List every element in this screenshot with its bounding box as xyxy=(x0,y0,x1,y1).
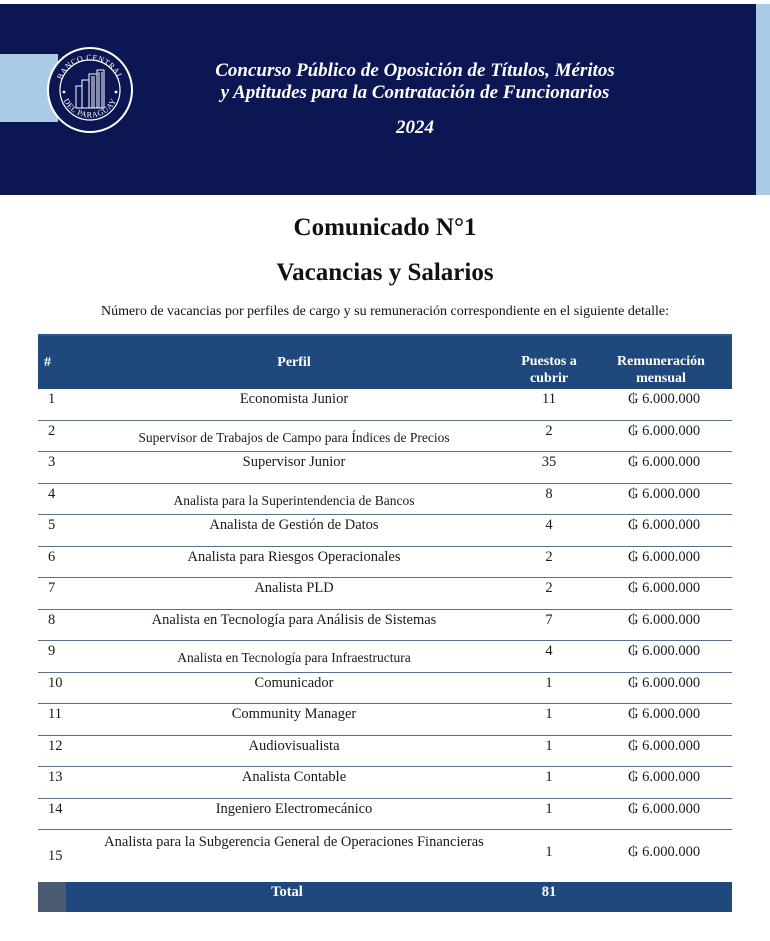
column-header-puestos xyxy=(508,336,590,389)
row-remuneracion: ₲ 6.000.000 xyxy=(628,844,701,860)
table-row xyxy=(38,452,732,484)
contest-title xyxy=(150,60,680,104)
row-puestos: 4 xyxy=(545,643,553,659)
table-row xyxy=(38,610,732,642)
total-remuneracion xyxy=(590,882,732,912)
row-puestos: 2 xyxy=(545,548,553,565)
row-perfil: Analista Contable xyxy=(241,769,347,785)
table-row xyxy=(38,767,732,799)
table-row xyxy=(38,515,732,547)
row-remuneracion: ₲ 6.000.000 xyxy=(628,422,701,439)
row-perfil: Comunicador xyxy=(254,674,334,691)
row-remuneracion: ₲ 6.000.000 xyxy=(628,737,701,754)
row-puestos: 1 xyxy=(545,674,553,691)
table-row xyxy=(38,389,732,421)
row-perfil: Community Manager xyxy=(231,706,357,722)
row-num: 15 xyxy=(48,848,63,864)
row-remuneracion: ₲ 6.000.000 xyxy=(628,517,701,533)
table-row xyxy=(38,547,732,579)
table-row xyxy=(38,673,732,705)
row-perfil: Analista para la Subgerencia General de Operaciones Financieras xyxy=(104,834,484,850)
total-spacer xyxy=(38,882,66,912)
row-num: 2 xyxy=(48,422,56,439)
column-header-puestos-line2: cubrir xyxy=(529,371,569,386)
row-num: 12 xyxy=(48,737,63,754)
column-header-num: # xyxy=(44,355,51,370)
row-num: 1 xyxy=(48,391,56,407)
column-header-rem-line2: mensual xyxy=(636,371,686,386)
table-row xyxy=(38,704,732,736)
contest-year: 2024 xyxy=(396,117,434,138)
row-remuneracion: ₲ 6.000.000 xyxy=(628,611,701,628)
row-remuneracion: ₲ 6.000.000 xyxy=(628,391,701,407)
document-title: Comunicado N°1 xyxy=(293,214,477,241)
column-header-remuneracion xyxy=(590,336,732,389)
row-remuneracion: ₲ 6.000.000 xyxy=(628,454,701,470)
row-perfil: Analista para la Superintendencia de Bancos xyxy=(173,492,415,508)
row-num: 9 xyxy=(48,643,56,659)
row-remuneracion: ₲ 6.000.000 xyxy=(628,706,701,722)
row-puestos: 35 xyxy=(541,454,557,470)
row-remuneracion: ₲ 6.000.000 xyxy=(628,580,701,596)
contest-title-line1: Concurso Público de Oposición de Títulos, Méritos xyxy=(215,60,615,81)
table-total-row xyxy=(38,882,732,912)
row-num: 13 xyxy=(48,769,63,785)
column-header-perfil: Perfil xyxy=(277,355,311,370)
row-remuneracion: ₲ 6.000.000 xyxy=(628,643,701,659)
row-puestos: 7 xyxy=(545,611,553,628)
column-header-puestos-line1: Puestos a xyxy=(521,354,577,369)
table-row xyxy=(38,484,732,516)
row-puestos: 2 xyxy=(545,422,553,439)
table-row xyxy=(38,736,732,768)
row-perfil: Ingeniero Electromecánico xyxy=(215,800,373,817)
intro-text: Número de vacancias por perfiles de cargo y su remuneración correspondiente en el siguiente detalle: xyxy=(100,304,670,319)
column-header-rem-line1: Remuneración xyxy=(617,354,705,369)
row-perfil: Audiovisualista xyxy=(248,737,340,754)
row-num: 8 xyxy=(48,611,56,628)
table-row xyxy=(38,830,732,882)
row-num: 11 xyxy=(48,706,62,722)
table-row xyxy=(38,799,732,831)
row-perfil: Analista PLD xyxy=(254,580,334,596)
svg-text:DEL PARAGUAY: DEL PARAGUAY xyxy=(61,96,119,120)
row-perfil: Analista para Riesgos Operacionales xyxy=(187,548,401,565)
row-puestos: 1 xyxy=(545,769,553,785)
row-puestos: 4 xyxy=(545,517,553,533)
row-num: 3 xyxy=(48,454,56,470)
row-remuneracion: ₲ 6.000.000 xyxy=(628,769,701,785)
row-puestos: 1 xyxy=(545,737,553,754)
table-row xyxy=(38,578,732,610)
row-num: 7 xyxy=(48,580,56,596)
row-num: 5 xyxy=(48,517,56,533)
row-puestos: 1 xyxy=(545,800,553,817)
row-remuneracion: ₲ 6.000.000 xyxy=(628,485,701,502)
row-perfil: Supervisor de Trabajos de Campo para Índices de Precios xyxy=(138,429,450,445)
row-puestos: 11 xyxy=(542,391,556,407)
contest-title-line2: y Aptitudes para la Contratación de Funcionarios xyxy=(220,82,610,103)
row-num: 4 xyxy=(48,485,56,502)
row-remuneracion: ₲ 6.000.000 xyxy=(628,674,701,691)
row-num: 10 xyxy=(48,674,63,691)
svg-text:BANCO CENTRAL: BANCO CENTRAL xyxy=(55,52,125,81)
total-label: Total xyxy=(271,884,303,900)
row-perfil: Analista en Tecnología para Análisis de Sistemas xyxy=(151,611,437,628)
header-accent-strip xyxy=(756,4,770,195)
table-row xyxy=(38,641,732,673)
row-remuneracion: ₲ 6.000.000 xyxy=(628,800,701,817)
row-remuneracion: ₲ 6.000.000 xyxy=(628,548,701,565)
table-row xyxy=(38,421,732,453)
row-num: 14 xyxy=(48,800,63,817)
row-perfil: Supervisor Junior xyxy=(242,454,346,470)
row-perfil: Analista de Gestión de Datos xyxy=(209,517,379,533)
row-perfil: Analista en Tecnología para Infraestructura xyxy=(177,650,411,665)
row-puestos: 1 xyxy=(545,844,553,860)
row-puestos: 1 xyxy=(545,706,553,722)
table-header xyxy=(38,334,732,389)
row-puestos: 8 xyxy=(545,485,553,502)
row-perfil: Economista Junior xyxy=(239,391,349,407)
bcp-seal-logo-icon xyxy=(46,46,134,134)
row-puestos: 2 xyxy=(545,580,553,596)
vacancies-table xyxy=(38,334,732,912)
row-num: 6 xyxy=(48,548,56,565)
total-puestos: 81 xyxy=(541,884,557,900)
document-subtitle: Vacancias y Salarios xyxy=(276,259,494,286)
